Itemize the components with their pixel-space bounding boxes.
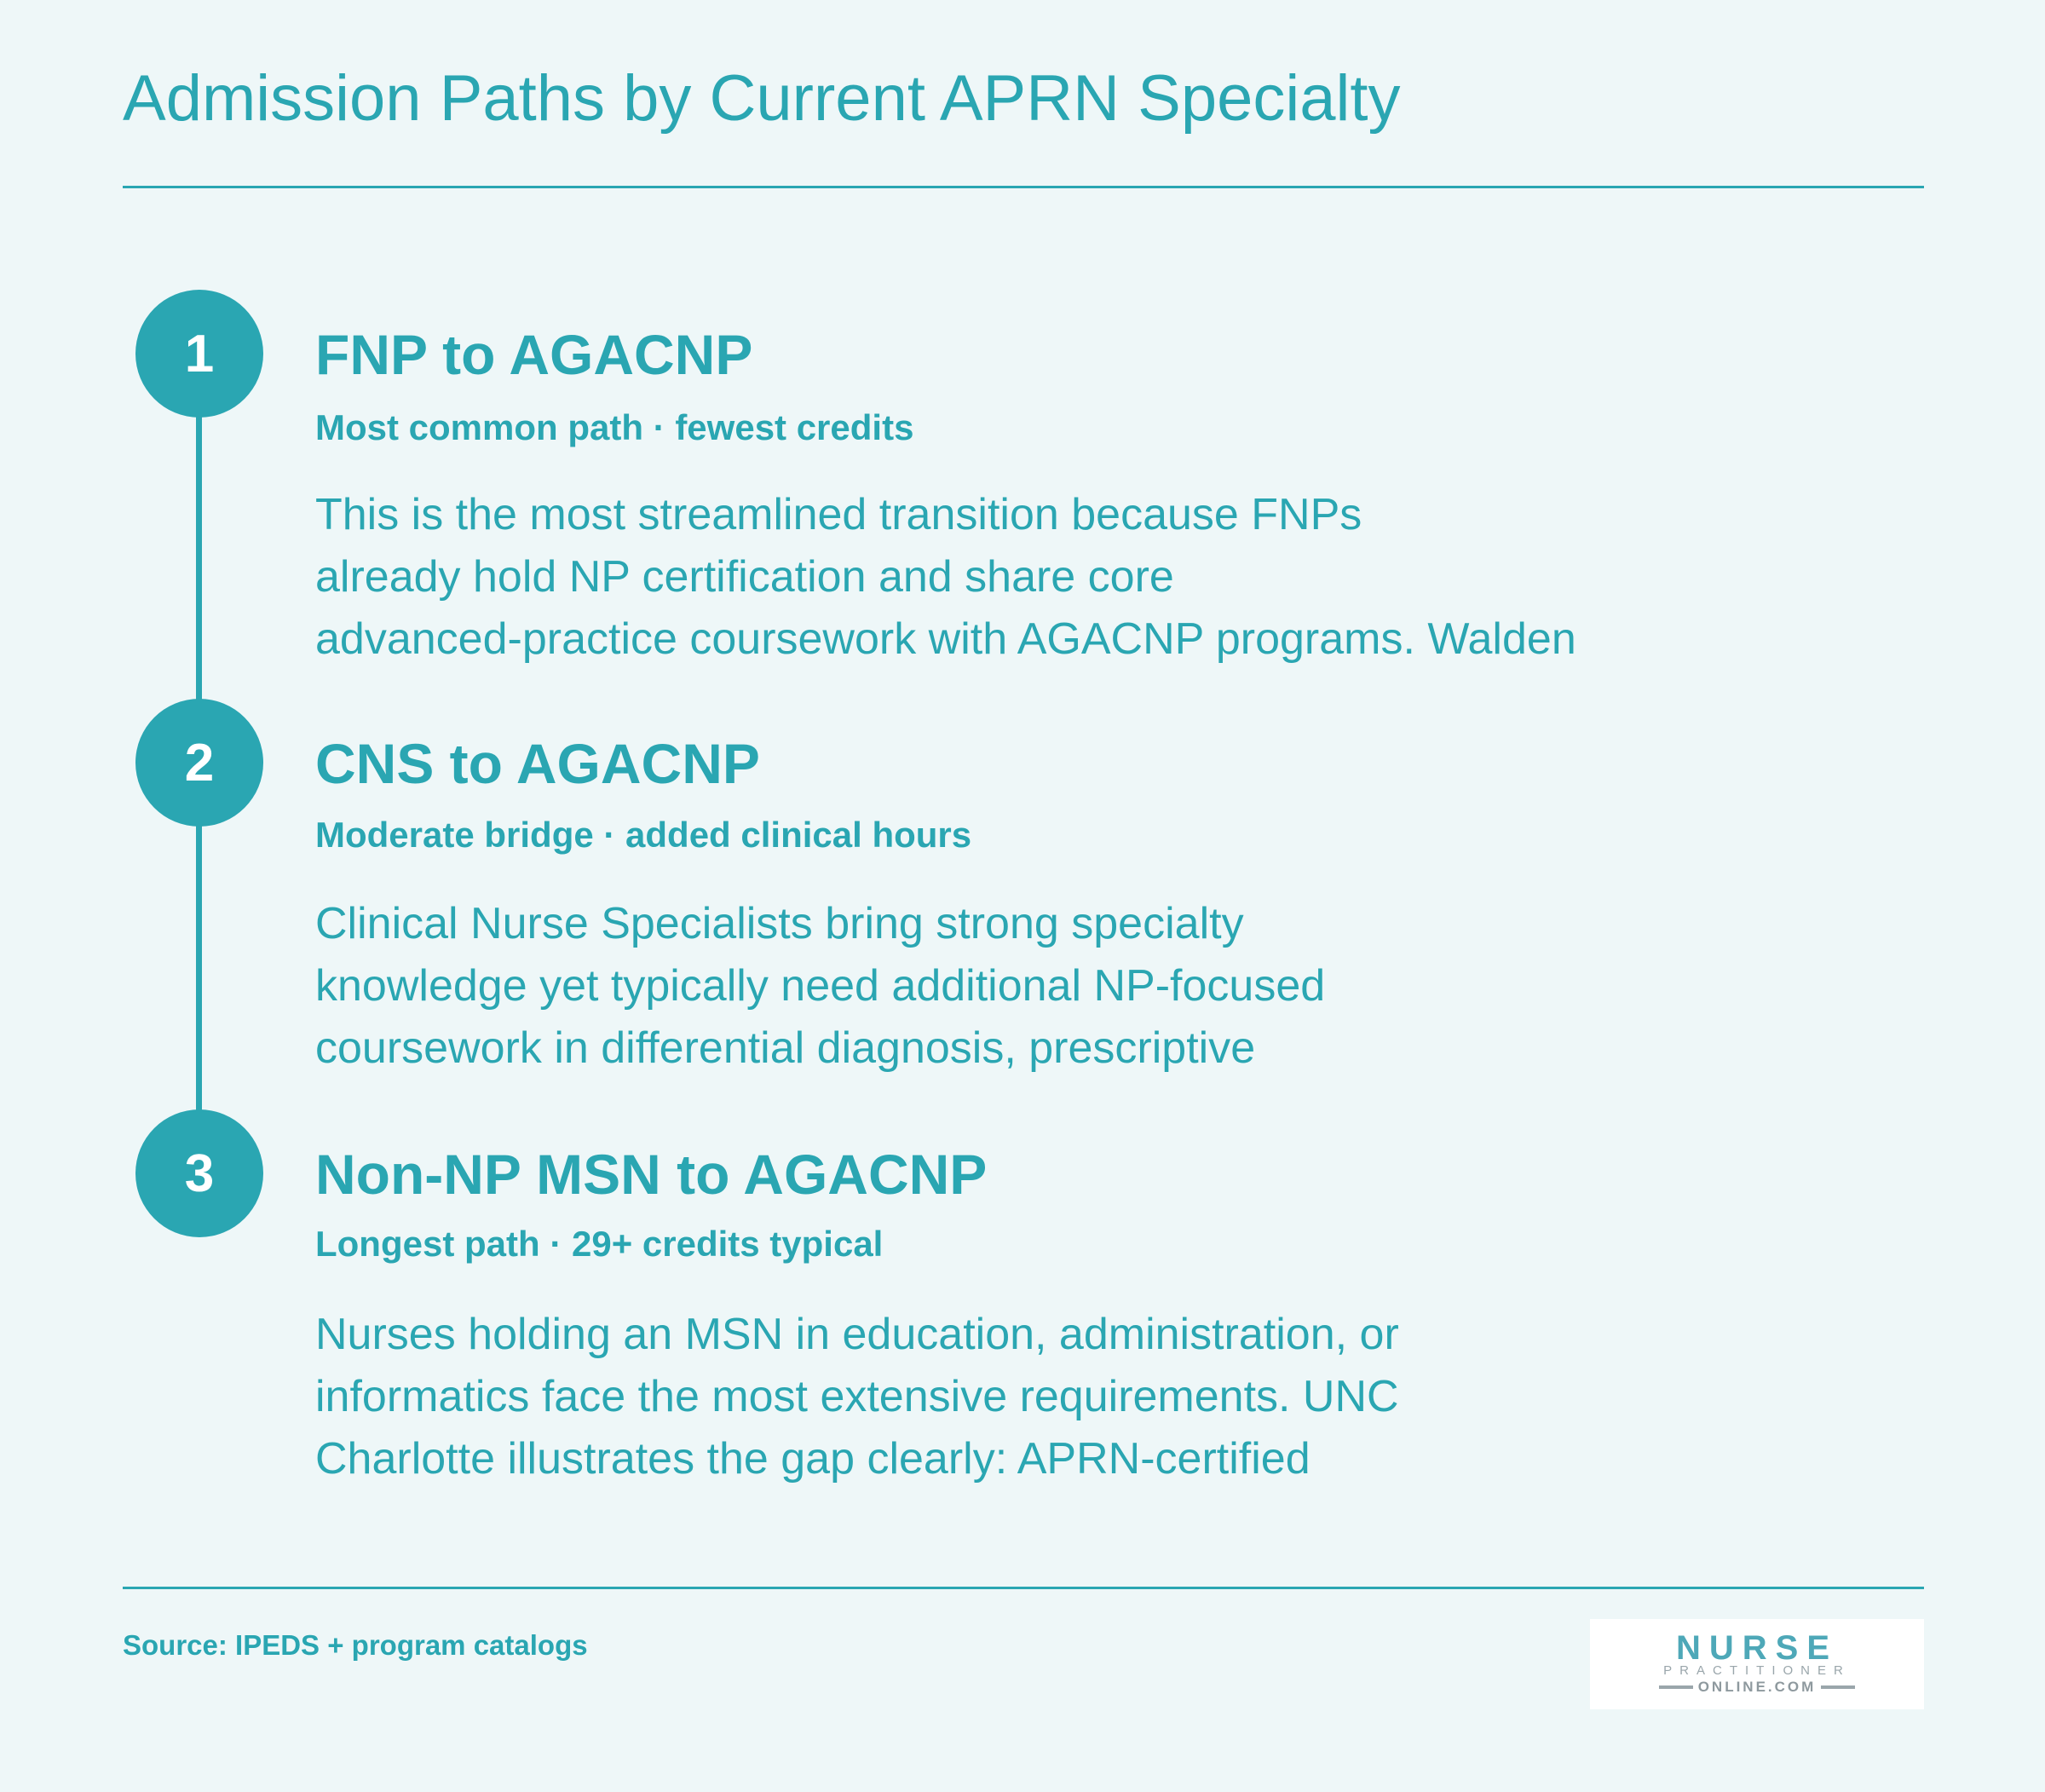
step-description-line: knowledge yet typically need additional NP-focused: [315, 961, 1326, 1011]
step-description-line: Nurses holding an MSN in education, administration, or: [315, 1310, 1399, 1359]
step-description-line: already hold NP certification and share core: [315, 552, 1174, 602]
step-title: Non-NP MSN to AGACNP: [315, 1143, 988, 1206]
step-description-line: This is the most streamlined transition because FNPs: [315, 490, 1362, 539]
step-description: [315, 893, 1325, 1080]
logo-domain: ONLINE.COM: [1697, 1679, 1817, 1695]
step-number-badge: 1: [135, 290, 263, 418]
step-description-line: informatics face the most extensive requirements. UNC: [315, 1372, 1399, 1421]
timeline-connector: [196, 801, 202, 1125]
bottom-divider: [123, 1587, 1924, 1589]
step-description-line: Charlotte illustrates the gap clearly: APRN-certified: [315, 1434, 1311, 1484]
step-description-line: Clinical Nurse Specialists bring strong specialty: [315, 899, 1244, 948]
logo-dash: [1821, 1685, 1855, 1689]
step-description: [315, 484, 1576, 671]
logo-domain-row: [1659, 1679, 1856, 1696]
logo-dash: [1659, 1685, 1693, 1689]
step-title: FNP to AGACNP: [315, 323, 753, 386]
step-number-badge: 2: [135, 699, 263, 827]
step-description-line: advanced-practice coursework with AGACNP programs. Walden: [315, 614, 1576, 664]
brand-logo: [1590, 1619, 1924, 1709]
step-number-badge: 3: [135, 1109, 263, 1237]
logo-wordmark: NURSE: [1675, 1629, 1839, 1667]
timeline-connector: [196, 392, 202, 716]
step-description: [315, 1304, 1399, 1490]
step-description-line: coursework in differential diagnosis, prescriptive: [315, 1023, 1256, 1073]
step-title: CNS to AGACNP: [315, 732, 760, 795]
step-subtitle: Moderate bridge · added clinical hours: [315, 815, 972, 855]
top-divider: [123, 186, 1924, 188]
step-subtitle: Longest path · 29+ credits typical: [315, 1224, 884, 1264]
page-title: Admission Paths by Current APRN Specialty: [123, 62, 1401, 135]
logo-tagline: PRACTITIONER: [1663, 1663, 1851, 1678]
source-note: Source: IPEDS + program catalogs: [123, 1629, 588, 1661]
step-subtitle: Most common path · fewest credits: [315, 407, 914, 447]
